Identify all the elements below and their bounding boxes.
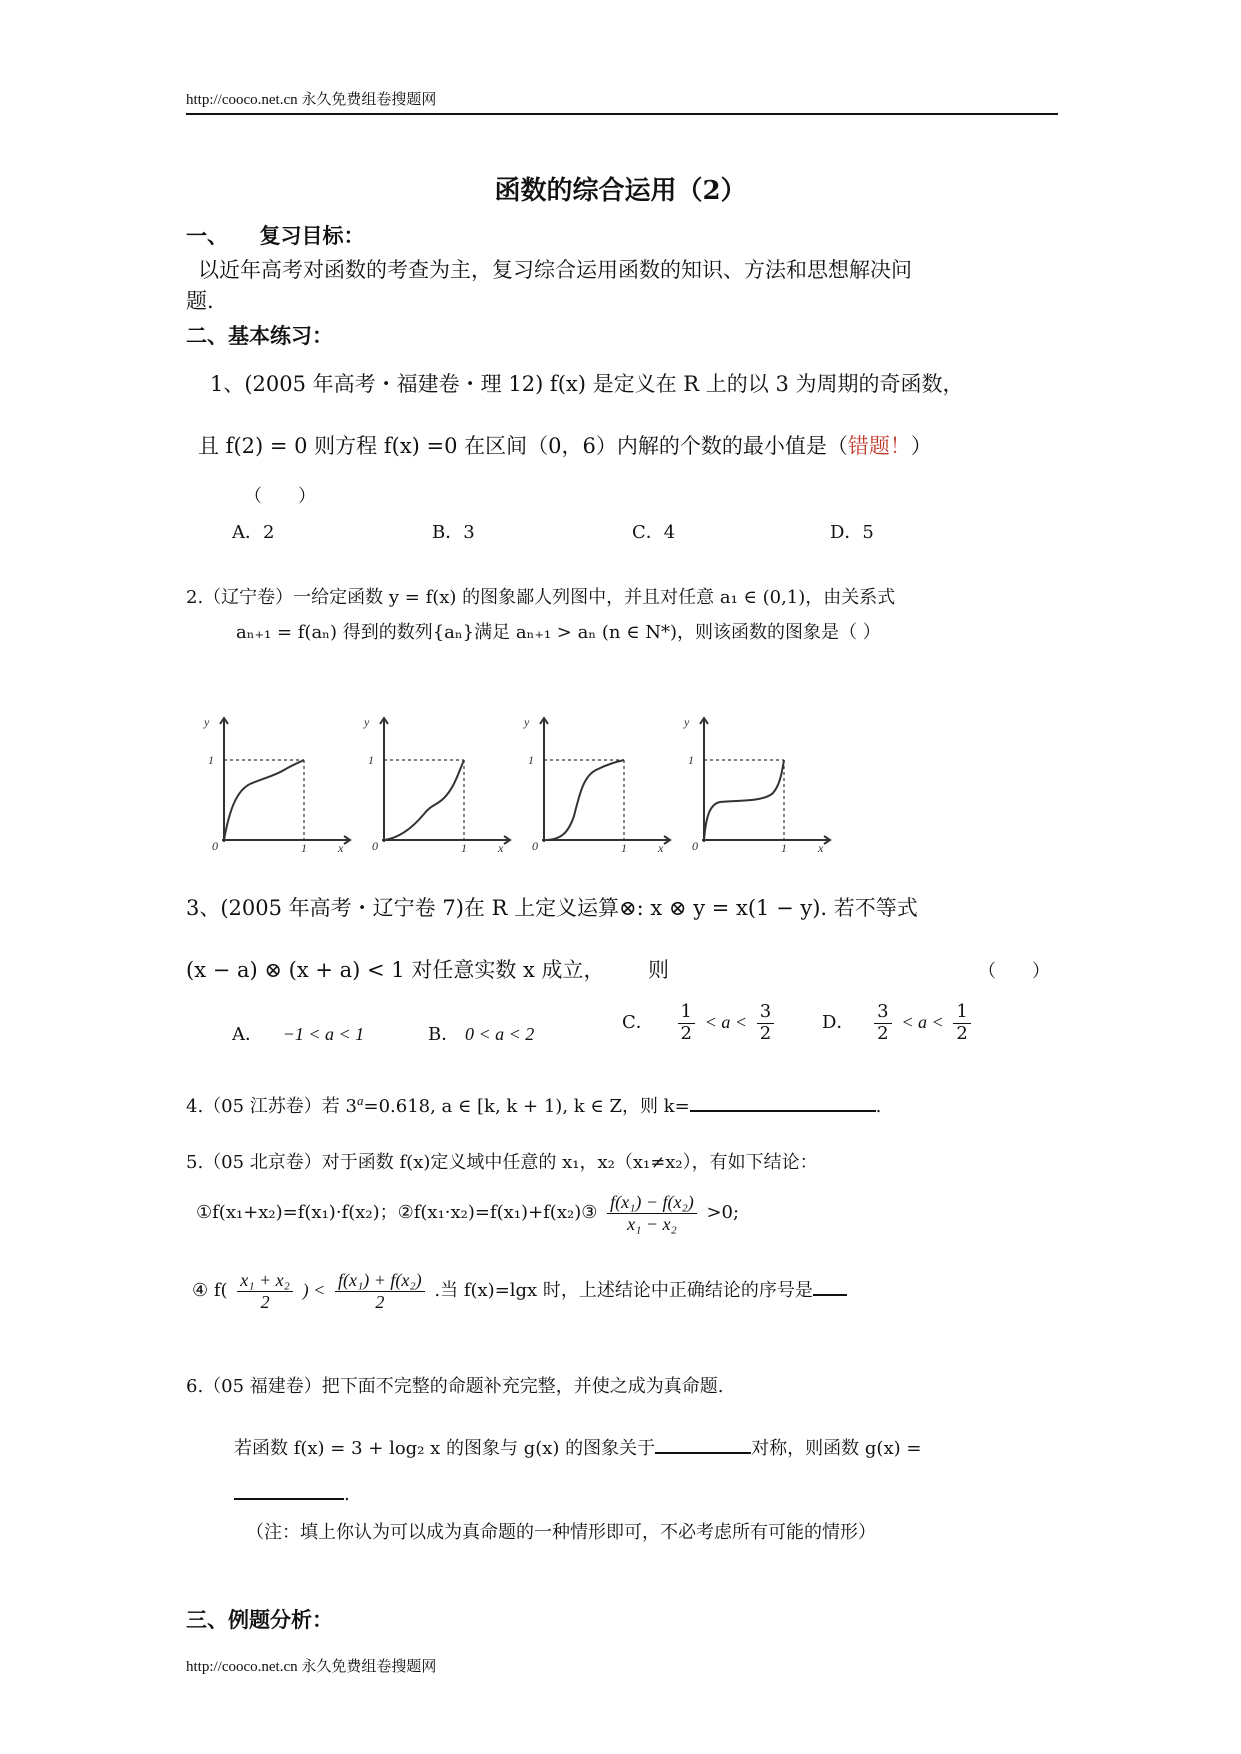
q2-graph-d[interactable] [700, 718, 830, 844]
section2-heading: 二、基本练习： [186, 323, 333, 348]
q3-d-frac1-den: 2 [877, 1022, 889, 1044]
page-title: 函数的综合运用（2） [494, 176, 747, 206]
q5-line3-c: .当 f(x)=lgx 时，上述结论中正确结论的序号是 [434, 1280, 813, 1302]
q1-answer-paren: （ ） [244, 486, 316, 507]
q3-d-frac2-num: 1 [953, 1002, 970, 1024]
q5-frac3 [607, 1192, 697, 1234]
q6-function-blank[interactable] [234, 1480, 344, 1500]
q5-frac4a [237, 1270, 293, 1312]
q1-wrong-mark: 错题！ [847, 434, 911, 458]
q1-option-c: C．4 [632, 522, 676, 543]
q3-option-a-letter: A． [232, 1024, 263, 1045]
q1-option-b: B．3 [432, 522, 475, 543]
q3-line2: (x − a) ⊗ (x + a) < 1 对任意实数 x 成立， [186, 958, 605, 982]
q3-option-b [428, 1020, 534, 1046]
q5-frac4b [335, 1270, 425, 1312]
q5-frac4b-den: 2 [375, 1291, 385, 1312]
q3-option-d-letter: D． [822, 1012, 855, 1034]
q3-option-c-letter: C． [622, 1012, 654, 1034]
q4-text-b: =0.618, a ∈ [k, k + 1), k ∈ Z，则 k= [363, 1096, 690, 1117]
q6-line2-a: 若函数 f(x) = 3 + log₂ x 的图象与 g(x) 的图象关于 [234, 1438, 656, 1459]
q2-graph-d-y-label: y [684, 715, 690, 729]
q3-option-d-frac2 [953, 1002, 970, 1044]
q2-graph-b-x-label: x [498, 841, 504, 852]
q1-line2 [198, 430, 932, 460]
q2-graph-d-x-label: x [818, 841, 824, 852]
q3-c-frac1-den: 2 [680, 1022, 692, 1044]
q4-line [186, 1092, 881, 1118]
q2-graph-d-one-y: 1 [688, 753, 694, 767]
q5-frac3-num: f(x₁) − f(x₂) [607, 1192, 697, 1214]
q2-line2: aₙ₊₁ = f(aₙ) 得到的数列{aₙ}满足 aₙ₊₁ > aₙ (n ∈ N*)，则该函数的图象是（ ） [236, 622, 881, 643]
section1-body-line2: 题. [186, 289, 214, 313]
q2-graph-b-one-x: 1 [461, 841, 467, 852]
q2-graph-c-one-x: 1 [621, 841, 627, 852]
q2-graph-a[interactable] [220, 718, 350, 844]
q5-line2-text: ①f(x₁+x₂)=f(x₁)·f(x₂)；②f(x₁·x₂)=f(x₁)+f(x₂)③ [196, 1202, 598, 1224]
q3-option-c-frac2 [757, 1002, 774, 1044]
q3-then: 则 [648, 958, 669, 982]
q6-line2 [234, 1434, 921, 1460]
q5-frac4a-den: 2 [260, 1291, 270, 1312]
q3-option-c-frac1 [678, 1002, 695, 1044]
q5-frac4a-num: x₁ + x₂ [237, 1270, 293, 1292]
q6-note: （注：填上你认为可以成为真命题的一种情形即可，不必考虑所有可能的情形） [246, 1522, 876, 1543]
q6-line1: 6.（05 福建卷）把下面不完整的命题补充完整，并使之成为真命题. [186, 1376, 724, 1397]
q3-answer-paren: （ ） [978, 961, 1050, 982]
q2-graph-c[interactable] [540, 718, 670, 844]
q1-line2-text: 且 f(2) = 0 则方程 f(x) =0 在区间（0，6）内解的个数的最小值是（ [198, 434, 848, 458]
q3-c-frac2-num: 3 [757, 1002, 774, 1024]
q2-graph-a-x-label: x [338, 841, 344, 852]
q5-line1: 5.（05 北京卷）对于函数 f(x)定义域中任意的 x₁，x₂（x₁≠x₂），有如下结论： [186, 1152, 818, 1173]
q3-line1: 3、(2005 年高考・辽宁卷 7)在 R 上定义运算⊗: x ⊗ y = x(1 − y). 若不等式 [186, 896, 918, 920]
q3-option-d-frac1 [874, 1002, 891, 1044]
header-rule [186, 113, 1058, 115]
q5-line3-a: ④ f( [192, 1280, 228, 1302]
q6-symmetry-blank[interactable] [655, 1434, 751, 1454]
q2-graph-a-origin: 0 [212, 839, 218, 852]
q1-option-d: D．5 [830, 522, 874, 543]
q4-sup: a [356, 1093, 364, 1108]
q2-graph-d-one-x: 1 [781, 841, 787, 852]
q1-line1: 1、(2005 年高考・福建卷・理 12) f(x) 是定义在 R 上的以 3 为周期的奇函数， [210, 372, 964, 396]
q4-text-c: . [875, 1096, 882, 1117]
q3-option-a-expr: −1 < a < 1 [282, 1024, 365, 1044]
section1-heading: 一、 复习目标： [186, 223, 365, 248]
q4-answer-blank[interactable] [690, 1092, 876, 1112]
q2-graph-options [200, 706, 900, 852]
q3-d-frac2-den: 2 [956, 1022, 968, 1044]
q2-graph-a-y-label: y [204, 715, 210, 729]
q5-answer-blank[interactable] [813, 1276, 847, 1296]
q6-line2-b: 对称，则函数 g(x) = [751, 1438, 922, 1459]
q3-c-frac1-num: 1 [678, 1002, 695, 1024]
q3-d-frac1-num: 3 [874, 1002, 891, 1024]
q1-option-a: A．2 [232, 522, 275, 543]
header-site: http://cooco.net.cn 永久免费组卷搜题网 [186, 92, 437, 108]
q3-option-c [622, 1002, 778, 1044]
q5-line3-b: ) < [302, 1280, 326, 1301]
footer-site: http://cooco.net.cn 永久免费组卷搜题网 [186, 1659, 437, 1675]
q2-graph-b-y-label: y [364, 715, 370, 729]
q2-graph-a-one-x: 1 [301, 841, 307, 852]
q3-option-a [232, 1020, 364, 1046]
q3-option-d-mid: < a < [901, 1012, 944, 1033]
q5-frac3-den: x₁ − x₂ [627, 1213, 677, 1234]
q2-graph-c-one-y: 1 [528, 753, 534, 767]
q3-option-d [822, 1002, 975, 1044]
q2-graph-c-origin: 0 [532, 839, 538, 852]
q3-option-b-expr: 0 < a < 2 [464, 1024, 535, 1044]
q2-graph-b-origin: 0 [372, 839, 378, 852]
q3-option-c-mid: < a < [704, 1012, 747, 1033]
q5-line2 [196, 1192, 739, 1234]
q5-line2-end: >0; [706, 1202, 740, 1224]
q6-line3-dot: . [344, 1484, 350, 1505]
q2-graph-c-y-label: y [524, 715, 530, 729]
q2-graph-b[interactable] [380, 718, 510, 844]
q2-graph-a-one-y: 1 [208, 753, 214, 767]
section3-heading: 三、例题分析： [186, 1607, 333, 1632]
q4-text-a: 4.（05 江苏卷）若 3 [186, 1096, 357, 1117]
q3-option-b-letter: B． [428, 1024, 460, 1045]
q2-graph-b-one-y: 1 [368, 753, 374, 767]
q3-c-frac2-den: 2 [759, 1022, 772, 1044]
q2-graph-d-origin: 0 [692, 839, 698, 852]
q5-frac4b-num: f(x₁) + f(x₂) [335, 1270, 425, 1292]
q2-graph-c-x-label: x [658, 841, 664, 852]
q5-line3 [192, 1270, 847, 1312]
q1-line2-close: ） [910, 434, 932, 458]
q6-line3 [234, 1480, 350, 1505]
q2-line1: 2.（辽宁卷）一给定函数 y = f(x) 的图象鄙人列图中，并且对任意 a₁ ∈ (0,1)，由关系式 [186, 587, 896, 608]
section1-body-line1: 以近年高考对函数的考查为主，复习综合运用函数的知识、方法和思想解决问 [198, 258, 912, 282]
